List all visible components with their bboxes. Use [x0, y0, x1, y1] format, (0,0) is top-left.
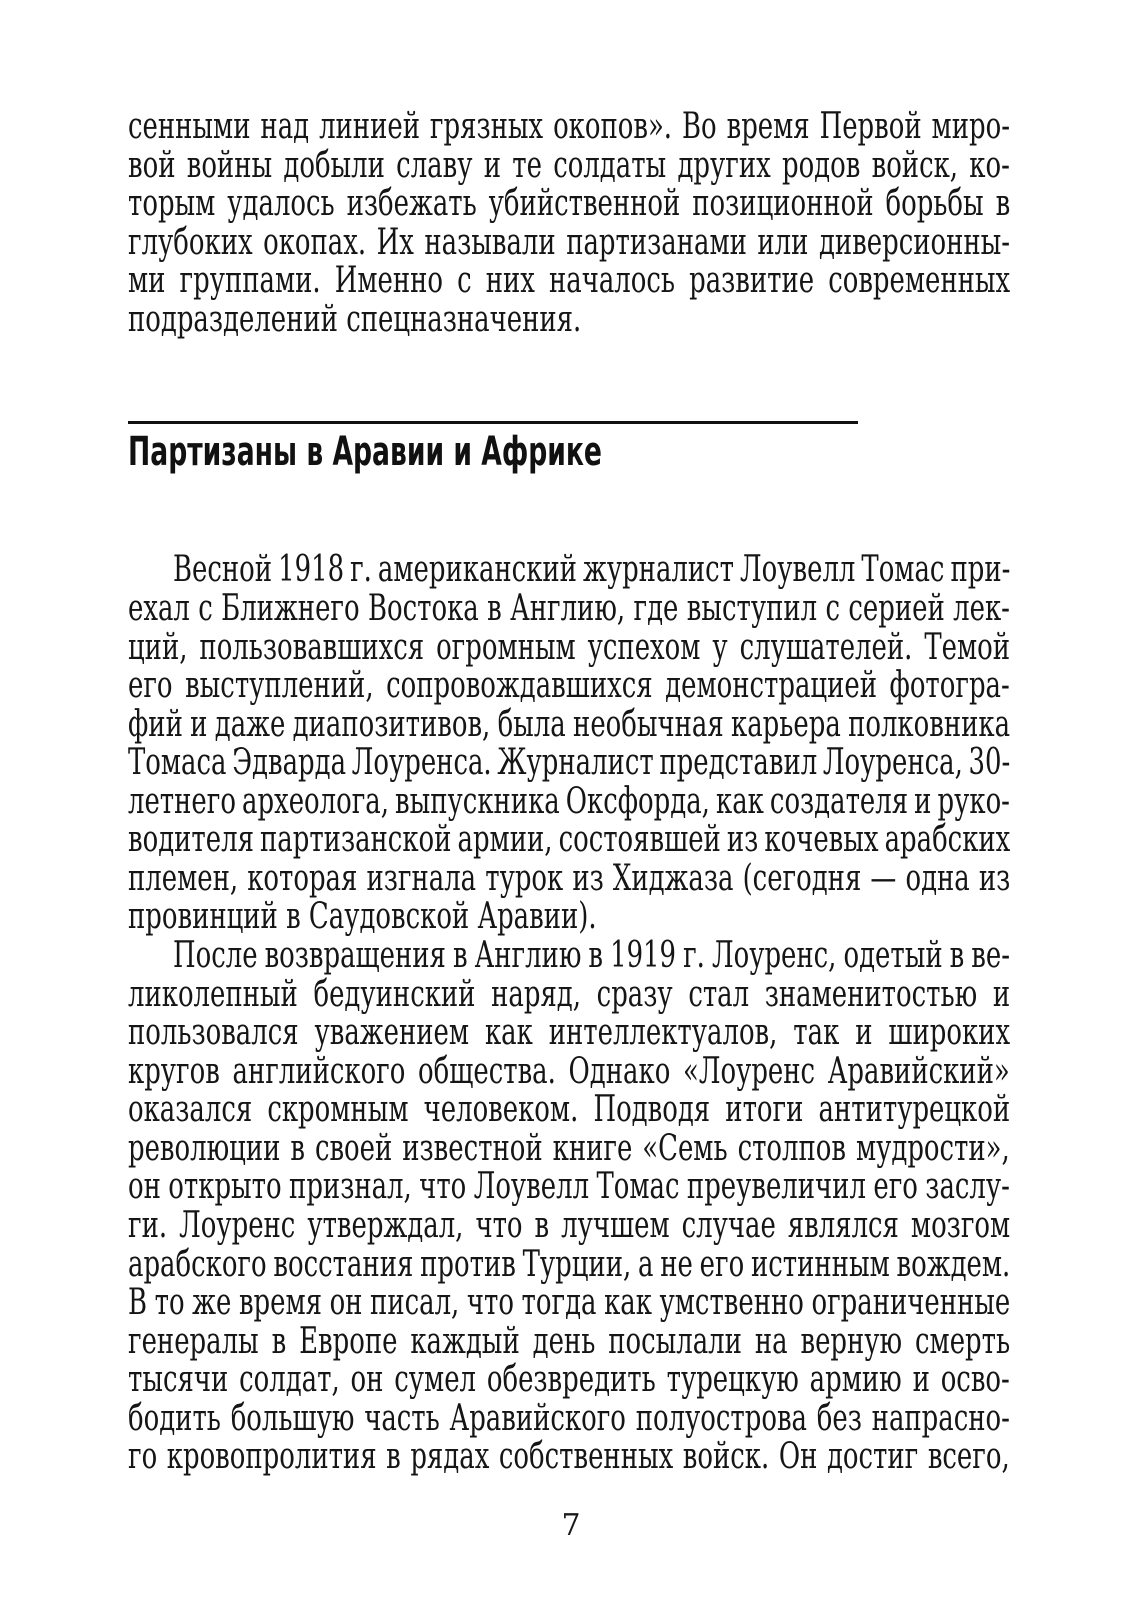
section-heading [128, 430, 858, 474]
text-line: его выступлений, сопровождавшихся демонстрацией фотогра- [128, 665, 1010, 707]
section-title-block [128, 421, 858, 474]
text-line: племен, которая изгнала турок из Хиджаза (сегодня — одна из [128, 857, 1011, 899]
text-block [128, 0, 1010, 1477]
text-line: фий и даже диапозитивов, была необычная карьера полковника [128, 703, 1011, 745]
text-line: ги. Лоуренс утверждал, что в лучшем случае являлся мозгом [128, 1204, 1011, 1246]
text-line: сенными над линией грязных окопов». Во время Первой миро- [128, 106, 1010, 147]
text-line: Томаса Эдварда Лоуренса. Журналист представил Лоуренса, 30- [128, 742, 1011, 784]
page-footer [0, 1506, 1142, 1546]
text-line: В то же время он писал, что тогда как умственно ограниченные [128, 1282, 1011, 1324]
text-line: пользовался уважением как интеллектуалов, так и широких [128, 1012, 1011, 1054]
text-line: ций, пользовавшихся огромным успехом у слушателей. Темой [128, 626, 1011, 668]
section-heading-text: Партизаны в Аравии и Африке [128, 429, 602, 476]
text-line: ехал с Ближнего Востока в Англию, где выступил с серией лек- [128, 587, 1010, 629]
text-line: революции в своей известной книге «Семь столпов мудрости», [128, 1127, 1010, 1169]
text-line: кругов английского общества. Однако «Лоуренс Аравийский» [128, 1050, 1010, 1092]
paragraph-continuation [128, 0, 1010, 339]
text-line: вой войны добыли славу и те солдаты других родов войск, ко- [128, 144, 1010, 186]
text-line: он открыто признал, что Лоувелл Томас преувеличил его заслу- [128, 1166, 1010, 1208]
text-line: торым удалось избежать убийственной позиционной борьбы в [128, 183, 1011, 225]
text-line: водителя партизанской армии, состоявшей из кочевых арабских [128, 819, 1011, 861]
text-line: Весной 1918 г. американский журналист Лоувелл Томас при- [173, 549, 1011, 591]
text-line: арабского восстания против Турции, а не его истинным вождем. [128, 1243, 1011, 1285]
text-line: летнего археолога, выпускника Оксфорда, как создателя и руко- [128, 780, 1010, 822]
text-line: оказался скромным человеком. Подводя итоги антитурецкой [128, 1089, 1011, 1131]
text-line: го кровопролития в рядах собственных войск. Он достиг всего, [128, 1436, 1010, 1478]
text-line: генералы в Европе каждый день посылали на верную смерть [128, 1320, 1011, 1362]
text-line: тысячи солдат, он сумел обезвредить турецкую армию и осво- [128, 1359, 1010, 1401]
text-line: глубоких окопах. Их называли партизанами или диверсионны- [128, 221, 1011, 263]
text-line: ми группами. Именно с них началось развитие современных [128, 260, 1011, 302]
text-line: подразделений спецназначения. [128, 298, 582, 340]
text-line: бодить большую часть Аравийского полуострова без напрасно- [128, 1397, 1010, 1439]
page-number: 7 [561, 1508, 581, 1543]
section-paragraphs [128, 551, 1010, 1477]
text-line: После возвращения в Англию в 1919 г. Лоуренс, одетый в ве- [173, 935, 1011, 976]
text-line: провинций в Саудовской Аравии). [128, 896, 597, 938]
text-line: ликолепный бедуинский наряд, сразу стал знаменитостью и [128, 973, 1011, 1015]
